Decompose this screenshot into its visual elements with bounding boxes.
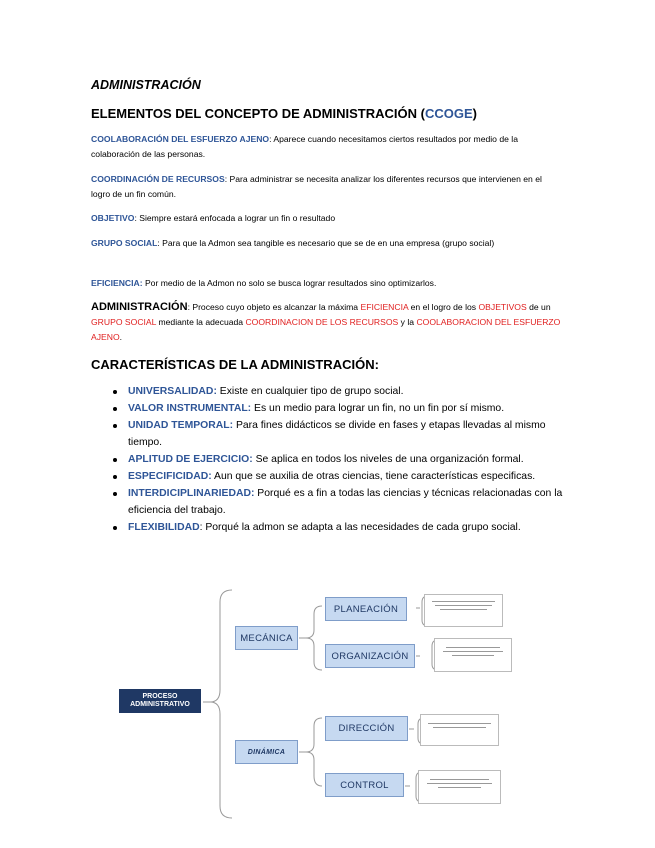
characteristic-item [97,400,567,417]
characteristic-text: Para fines didácticos se divide en fases y etapas llevadas al mismo tiempo. [128,420,546,448]
definition-text: : Proceso cuyo objeto es alcanzar la máxima [187,302,361,312]
administration-definition [91,300,561,345]
element-term: COORDINACIÓN DE RECURSOS [91,174,225,184]
element-item [91,236,561,251]
document-title: ADMINISTRACIÓN [91,78,201,92]
characteristic-text: Existe en cualquier tipo de grupo social. [216,386,404,397]
elements-heading [91,106,477,121]
definition-highlight: OBJETIVOS [478,302,527,312]
element-term: OBJETIVO [91,213,135,223]
mecanica-box: MECÁNICA [235,626,298,650]
definition-text: de un [526,302,551,312]
element-text: : Siempre estará enfocada a lograr un fin o resultado [134,213,336,223]
element-term: GRUPO SOCIAL [91,238,158,248]
element-item [91,132,561,162]
element-text: Por medio de la Admon no solo se busca lograr resultados sino optimizarlos. [142,278,437,288]
definition-text: . [119,332,123,342]
characteristics-heading: CARACTERÍSTICAS DE LA ADMINISTRACIÓN: [91,357,379,372]
dinamica-box: DINÁMICA [235,740,298,764]
element-text: : Para administrar se necesita analizar los diferentes recursos que intervienen en el logro de un fin común. [91,174,542,199]
characteristic-item [97,519,567,536]
element-text: : Para que la Admon sea tangible es necesario que se de en una empresa (grupo social) [157,238,495,248]
characteristic-term: UNIVERSALIDAD: [128,386,217,397]
element-term: EFICIENCIA: [91,278,143,288]
organizacion-box: ORGANIZACIÓN [325,644,415,668]
characteristic-term: APLITUD DE EJERCICIO: [128,454,253,465]
characteristic-text: Se aplica en todos los niveles de una organización formal. [252,454,524,465]
characteristic-term: UNIDAD TEMPORAL: [128,420,234,431]
characteristic-item [97,451,567,468]
characteristic-text: Es un medio para lograr un fin, no un fin por sí mismo. [251,403,505,414]
organizacion-note [434,638,512,672]
root-line-2: ADMINISTRATIVO [130,701,190,708]
definition-highlight: COORDINACION DE LOS RECURSOS [245,317,399,327]
definition-text: mediante la adecuada [156,317,246,327]
control-box: CONTROL [325,773,404,797]
characteristics-list [97,383,567,536]
characteristic-text: Porqué es a fin a todas las ciencias y técnicas relacionadas con la eficiencia del trabajo. [128,488,563,516]
characteristic-term: FLEXIBILIDAD [128,522,200,533]
definition-highlight: COOLABORACION DEL ESFUERZO AJENO [91,317,561,342]
elements-heading-post: ) [472,106,477,121]
element-item [91,172,561,202]
root-line-1: PROCESO [142,693,178,700]
characteristic-item [97,485,567,519]
definition-highlight: GRUPO SOCIAL [91,317,157,327]
direccion-box: DIRECCIÓN [325,716,408,741]
characteristic-term: INTERDICIPLINARIEDAD: [128,488,255,499]
characteristic-item [97,468,567,485]
direccion-note [420,714,499,746]
element-item [91,211,561,226]
characteristic-term: VALOR INSTRUMENTAL: [128,403,252,414]
control-note [418,770,501,804]
definition-lead: ADMINISTRACIÓN [91,301,188,313]
element-text: : Aparece cuando necesitamos ciertos resultados por medio de la colaboración de las personas. [91,134,518,159]
definition-highlight: EFICIENCIA [360,302,409,312]
planeacion-note [424,594,503,627]
definition-text: y la [398,317,417,327]
definition-text: en el logro de los [408,302,479,312]
characteristic-text: Aun que se auxilia de otras ciencias, tiene características especificas. [211,471,536,482]
element-term: COOLABORACIÓN DEL ESFUERZO AJENO [91,134,270,144]
planeacion-box: PLANEACIÓN [325,597,407,621]
elements-acronym: CCOGE [424,106,473,121]
characteristic-term: ESPECIFICIDAD: [128,471,212,482]
characteristic-item [97,383,567,400]
element-item [91,276,561,291]
elements-heading-pre: ELEMENTOS DEL CONCEPTO DE ADMINISTRACIÓN ( [91,106,425,121]
characteristic-item [97,417,567,451]
proceso-administrativo-box [119,689,201,713]
characteristic-text: : Porqué la admon se adapta a las necesidades de cada grupo social. [199,522,521,533]
